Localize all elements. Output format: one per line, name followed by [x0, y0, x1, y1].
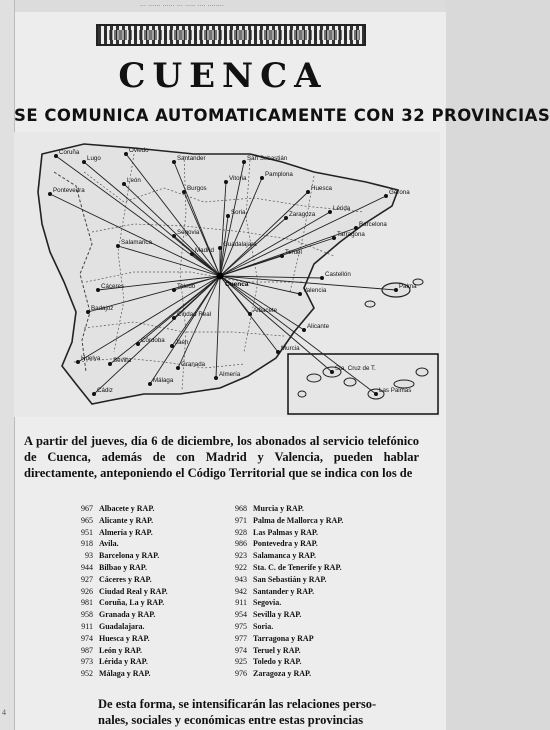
- area-code: 971: [235, 515, 247, 525]
- province-name: Avila.: [99, 539, 119, 549]
- city-dot: [260, 176, 264, 180]
- city-label: Badajoz: [91, 305, 114, 312]
- province-name: León y RAP.: [99, 645, 143, 655]
- code-row: [224, 668, 343, 680]
- code-row: [224, 562, 343, 574]
- city-label: Granada: [181, 361, 206, 368]
- city-dot: [224, 180, 228, 184]
- province-name: Huesca y RAP.: [99, 633, 150, 643]
- area-code: 974: [235, 645, 247, 655]
- code-row: [70, 597, 168, 609]
- province-name: Salamanca y RAP.: [253, 551, 317, 561]
- code-row: [70, 609, 168, 621]
- city-label: León: [127, 177, 141, 184]
- city-label: Salamanca: [121, 239, 152, 246]
- city-dot: [384, 194, 388, 198]
- city-dot: [332, 236, 336, 240]
- city-dot: [394, 288, 398, 292]
- code-row: [70, 586, 168, 598]
- area-code: 954: [235, 610, 247, 620]
- city-dot: [306, 190, 310, 194]
- city-dot: [172, 316, 176, 320]
- city-label: Albacete: [253, 307, 278, 314]
- province-name: Coruña, La y RAP.: [99, 598, 165, 608]
- area-code: 968: [235, 504, 247, 513]
- code-row: [224, 633, 343, 645]
- canary-island: [344, 378, 356, 386]
- city-label: Huesca: [311, 185, 332, 192]
- city-label: San Sebastián: [247, 155, 288, 162]
- headline: SE COMUNICA AUTOMATICAMENTE CON 32 PROVINCIAS: [14, 106, 550, 126]
- area-code: 944: [81, 562, 93, 572]
- code-row: [224, 574, 343, 586]
- province-name: Sevilla y RAP.: [253, 610, 302, 620]
- map-svg: [14, 132, 440, 417]
- area-code: 925: [235, 657, 247, 667]
- city-dot: [242, 160, 246, 164]
- city-label: Murcia: [281, 345, 300, 352]
- province-name: Ciudad Real y RAP.: [99, 586, 168, 596]
- area-code: 942: [235, 586, 247, 596]
- code-row: [224, 515, 343, 527]
- area-code: 981: [81, 598, 93, 608]
- city-dot: [172, 234, 176, 238]
- city-dot: [354, 226, 358, 230]
- area-code: 977: [235, 633, 247, 643]
- city-label: Oviedo: [129, 147, 149, 154]
- city-dot: [116, 244, 120, 248]
- area-code: 986: [235, 539, 247, 549]
- area-code: 928: [235, 527, 247, 537]
- province-name: San Sebastián y RAP.: [253, 574, 327, 584]
- code-row: [70, 621, 168, 633]
- city-dot: [96, 288, 100, 292]
- area-code: 952: [81, 669, 93, 679]
- header-strip: [0, 0, 446, 12]
- area-code: 943: [235, 574, 247, 584]
- page-title: CUENCA: [118, 56, 328, 96]
- city-label: Pontevedra: [53, 187, 85, 194]
- area-code: 918: [81, 539, 93, 549]
- city-label: Gerona: [389, 189, 410, 196]
- city-dot: [248, 312, 252, 316]
- city-dot: [218, 246, 222, 250]
- province-name: Tarragona y RAP: [253, 633, 314, 643]
- city-label: Valencia: [303, 287, 327, 294]
- city-dot: [48, 192, 52, 196]
- city-label: Jaén: [175, 339, 189, 346]
- city-dot: [302, 328, 306, 332]
- code-row: [224, 527, 343, 539]
- codes-right-column: [224, 503, 343, 680]
- province-name: Santander y RAP.: [253, 586, 315, 596]
- province-name: Guadalajara.: [99, 621, 145, 631]
- city-label: Lérida: [333, 205, 351, 212]
- margin-mark: 4: [2, 708, 6, 717]
- code-row: [224, 503, 343, 515]
- header-strip-text: ... ...... ...... ... ..... .... ........: [140, 0, 225, 8]
- province-name: Soria.: [253, 621, 274, 631]
- city-dot: [190, 252, 194, 256]
- province-name: Málaga y RAP.: [99, 669, 151, 679]
- province-name: Albacete y RAP.: [99, 504, 155, 513]
- city-label: Teruel: [285, 249, 302, 256]
- city-label: Pamplona: [265, 171, 293, 178]
- area-code: 973: [81, 657, 93, 667]
- city-dot: [172, 288, 176, 292]
- province-name: Alicante y RAP.: [99, 515, 154, 525]
- left-margin: [0, 0, 15, 730]
- city-dot: [176, 366, 180, 370]
- province-name: Zaragoza y RAP.: [253, 669, 312, 679]
- city-label: Cádiz: [97, 387, 113, 394]
- area-code: 927: [81, 574, 93, 584]
- area-code: 911: [81, 621, 93, 631]
- city-dot: [136, 342, 140, 346]
- city-dot: [226, 214, 230, 218]
- city-label: Lugo: [87, 155, 101, 162]
- city-dot: [148, 382, 152, 386]
- province-name: Murcia y RAP.: [253, 504, 304, 513]
- canary-island: [298, 391, 306, 397]
- code-row: [70, 538, 168, 550]
- city-label: Almería: [219, 371, 241, 378]
- city-label: Santander: [177, 155, 206, 162]
- province-name: Toledo y RAP.: [253, 657, 302, 667]
- city-label: Málaga: [153, 377, 174, 384]
- province-name: Cáceres y RAP.: [99, 574, 152, 584]
- code-row: [70, 668, 168, 680]
- province-name: Segovia.: [253, 598, 282, 608]
- province-name: Palma de Mallorca y RAP.: [253, 515, 344, 525]
- province-name: Teruel y RAP.: [253, 645, 301, 655]
- code-row: [224, 550, 343, 562]
- city-label: Zaragoza: [289, 211, 316, 218]
- city-label: Barcelona: [359, 221, 387, 228]
- canary-island: [307, 374, 321, 382]
- city-label: Vitoria: [229, 175, 247, 182]
- city-label: Sevilla: [113, 357, 132, 364]
- code-row: [70, 562, 168, 574]
- city-dot: [82, 160, 86, 164]
- area-code: 976: [235, 669, 247, 679]
- city-label: Burgos: [187, 185, 207, 192]
- code-row: [70, 656, 168, 668]
- area-code: 958: [81, 610, 93, 620]
- province-name: Pontevedra y RAP.: [253, 539, 318, 549]
- province-name: Granada y RAP.: [99, 610, 156, 620]
- city-label: Alicante: [307, 323, 330, 330]
- city-dot: [76, 360, 80, 364]
- code-row: [70, 503, 168, 515]
- code-row: [224, 656, 343, 668]
- city-dot: [214, 376, 218, 380]
- city-dot: [124, 152, 128, 156]
- city-dot: [182, 190, 186, 194]
- city-dot: [276, 350, 280, 354]
- code-row: [70, 633, 168, 645]
- city-dot: [320, 276, 324, 280]
- intro-paragraph: A partir del jueves, día 6 de diciembre, los abonados al servicio telefónico de Cuenca, además de con Madrid y Valencia, pueden hablar directamente, anteponiendo el Código Territorial que se indica con los de: [24, 434, 419, 480]
- code-row: [224, 621, 343, 633]
- city-label: Coruña: [59, 149, 80, 156]
- closing-line: nales, sociales y económicas entre estas provincias: [98, 713, 364, 727]
- city-label: Córdoba: [141, 337, 165, 344]
- city-label: Soria: [231, 209, 246, 216]
- area-code: 911: [235, 598, 247, 608]
- city-dot: [280, 254, 284, 258]
- city-dot: [284, 216, 288, 220]
- province-name: Lérida y RAP.: [99, 657, 148, 667]
- province-name: Barcelona y RAP.: [99, 551, 160, 561]
- city-dot: [172, 160, 176, 164]
- closing-paragraph: [98, 696, 442, 728]
- city-label: Madrid: [195, 247, 214, 254]
- code-row: [70, 645, 168, 657]
- area-code: 923: [235, 551, 247, 561]
- area-code: 951: [81, 527, 93, 537]
- city-dot: [86, 310, 90, 314]
- province-name: Las Palmas y RAP.: [253, 527, 319, 537]
- city-dot: [298, 292, 302, 296]
- city-label: Tarragona: [337, 231, 365, 238]
- city-dot: [374, 392, 378, 396]
- city-dot: [92, 392, 96, 396]
- city-label: Segovia: [177, 229, 200, 236]
- code-row: [224, 586, 343, 598]
- area-code: 987: [81, 645, 93, 655]
- code-row: [70, 527, 168, 539]
- code-row: [224, 538, 343, 550]
- codes-left-column: [70, 503, 168, 680]
- area-code: 974: [81, 633, 93, 643]
- province-name: Sta. C. de Tenerife y RAP.: [253, 562, 342, 572]
- code-row: [70, 574, 168, 586]
- code-row: [70, 515, 168, 527]
- city-label: Huelva: [81, 355, 101, 362]
- city-label: Cáceres: [101, 283, 125, 290]
- area-code: 926: [81, 586, 93, 596]
- code-row: [70, 550, 168, 562]
- city-dot: [328, 210, 332, 214]
- closing-line: De esta forma, se intensificarán las relaciones perso-: [98, 697, 377, 711]
- area-code: 967: [81, 504, 93, 513]
- city-label: Guadalajara: [223, 241, 257, 248]
- cuenca-hub-dot: [217, 273, 224, 280]
- spain-map: [14, 132, 440, 417]
- code-row: [224, 645, 343, 657]
- city-label: Las Palmas: [379, 387, 412, 394]
- city-label: Palma: [399, 283, 417, 290]
- cuenca-hub-label: Cuenca: [225, 281, 249, 288]
- area-code: 975: [235, 621, 247, 631]
- city-dot: [330, 370, 334, 374]
- ornamental-border: [96, 24, 366, 46]
- area-code: 965: [81, 515, 93, 525]
- city-dot: [122, 182, 126, 186]
- city-label: Ciudad Real: [177, 311, 212, 318]
- area-code: 922: [235, 562, 247, 572]
- code-row: [224, 609, 343, 621]
- city-dot: [108, 362, 112, 366]
- code-row: [224, 597, 343, 609]
- city-label: Castellón: [325, 271, 351, 278]
- city-label: Sta. Cruz de T.: [335, 365, 376, 372]
- province-name: Bilbao y RAP.: [99, 562, 147, 572]
- city-label: Toledo: [177, 283, 196, 290]
- canary-island: [416, 368, 428, 376]
- city-dot: [170, 344, 174, 348]
- area-code: 93: [85, 551, 93, 561]
- city-dot: [54, 154, 58, 158]
- province-name: Almería y RAP.: [99, 527, 153, 537]
- ibiza-island: [365, 301, 375, 307]
